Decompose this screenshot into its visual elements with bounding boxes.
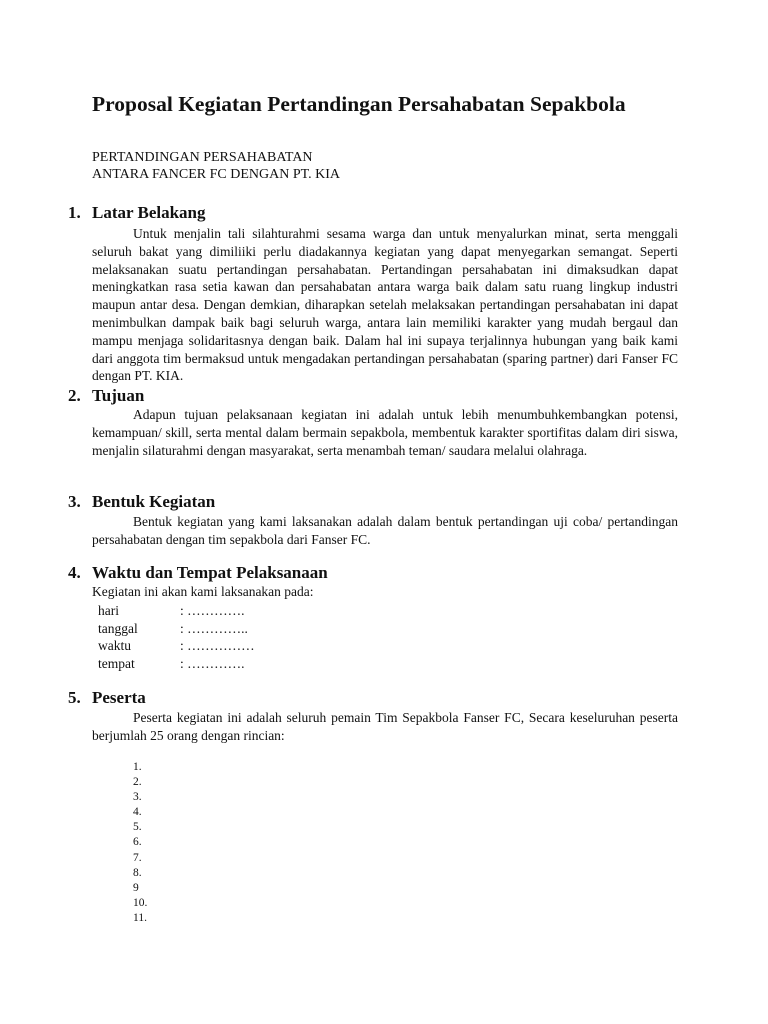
section-body-tujuan — [92, 406, 678, 459]
list-item: 5. — [133, 821, 142, 834]
list-item: 10. — [133, 896, 148, 909]
paragraph: Adapun tujuan pelaksanaan kegiatan ini adalah untuk lebih menumbuhkembangkan potensi, kemampuan/ skill, serta mental dalam bermain sepakbola, membentuk karakter sportifitas dalam diri siswa, menjalin silaturahmi dengan masyarakat, serta menambah teman/ saudara melalui olahraga. — [92, 407, 678, 458]
schedule-intro: Kegiatan ini akan kami laksanakan pada: — [92, 584, 314, 599]
list-item: 3. — [133, 791, 142, 804]
section-number: 2. — [68, 386, 81, 405]
schedule-value: : …………… — [180, 638, 255, 653]
paragraph: Untuk menjalin tali silahturahmi sesama warga dan untuk menyalurkan minat, serta menggali seluruh bakat yang dimiliiki perlu diadakannya kegiatan yang dapat menyegarkan semangat. Seperti melaksanakan suatu pertandingan persahabatan. Pertandingan persahabatan ini dimaksudkan dapat meningkatkan rasa setia kawan dan persahabatan antara warga baik dalam satu ruang lingkup industri maupun antar desa. Dengan demkian, diharapkan setelah melaksakan pertandingan persahabatan ini dapat menimbulkan dampak baik bagi seluruh warga, antara lain memiliki karakter yang mudah bergaul dan mampu menjaga solidaritasnya dengan baik. Dalam hal ini supaya terjalinnya hubungan yang baik kami dari anggota tim bermaksud untuk mengadakan pertandingan persahabatan (sparing partner) dari Fanser FC dengan PT. KIA. — [92, 226, 678, 384]
paragraph: Bentuk kegiatan yang kami laksanakan adalah dalam bentuk pertandingan uji coba/ pertandingan persahabatan dengan tim sepakbola dari Fanser FC. — [92, 514, 678, 547]
schedule-label: hari — [98, 603, 119, 618]
section-heading-waktu-tempat — [68, 563, 328, 583]
participant-list — [133, 760, 147, 926]
schedule-row-tempat — [98, 656, 245, 672]
section-body-bentuk-kegiatan — [92, 513, 678, 549]
section-title: Bentuk Kegiatan — [92, 492, 216, 511]
schedule-label: tempat — [98, 656, 135, 671]
section-title: Tujuan — [92, 386, 145, 405]
section-heading-peserta — [68, 688, 146, 708]
list-item: 9 — [133, 881, 139, 894]
list-item: 4. — [133, 806, 142, 819]
section-title: Latar Belakang — [92, 203, 206, 222]
document-title: Proposal Kegiatan Pertandingan Persahabatan Sepakbola — [92, 92, 626, 116]
section-body-peserta — [92, 709, 678, 745]
paragraph: Peserta kegiatan ini adalah seluruh pemain Tim Sepakbola Fanser FC, Secara keseluruhan peserta berjumlah 25 orang dengan rincian: — [92, 710, 678, 743]
list-item: 2. — [133, 776, 142, 789]
schedule-value: : …………. — [180, 603, 245, 618]
section-heading-tujuan — [68, 386, 144, 406]
section-number: 4. — [68, 563, 81, 582]
schedule-row-waktu — [98, 638, 255, 654]
section-body-latar-belakang — [92, 225, 678, 385]
section-title: Waktu dan Tempat Pelaksanaan — [92, 563, 328, 582]
section-number: 1. — [68, 203, 81, 222]
list-item: 6. — [133, 836, 142, 849]
subtitle-line-2: ANTARA FANCER FC DENGAN PT. KIA — [92, 167, 341, 182]
schedule-row-tanggal — [98, 621, 248, 637]
schedule-label: waktu — [98, 638, 131, 653]
section-heading-bentuk-kegiatan — [68, 492, 215, 512]
list-item: 7. — [133, 851, 142, 864]
subtitle-line-1: PERTANDINGAN PERSAHABATAN — [92, 150, 313, 165]
section-title: Peserta — [92, 688, 146, 707]
list-item: 1. — [133, 761, 142, 773]
schedule-value: : …………. — [180, 656, 245, 671]
schedule-value: : ………….. — [180, 621, 248, 636]
section-number: 5. — [68, 688, 81, 707]
list-item: 11. — [133, 911, 147, 924]
list-item: 8. — [133, 866, 142, 879]
schedule-label: tanggal — [98, 621, 138, 636]
schedule-row-hari — [98, 603, 245, 619]
section-heading-latar-belakang — [68, 203, 206, 223]
section-number: 3. — [68, 492, 81, 511]
